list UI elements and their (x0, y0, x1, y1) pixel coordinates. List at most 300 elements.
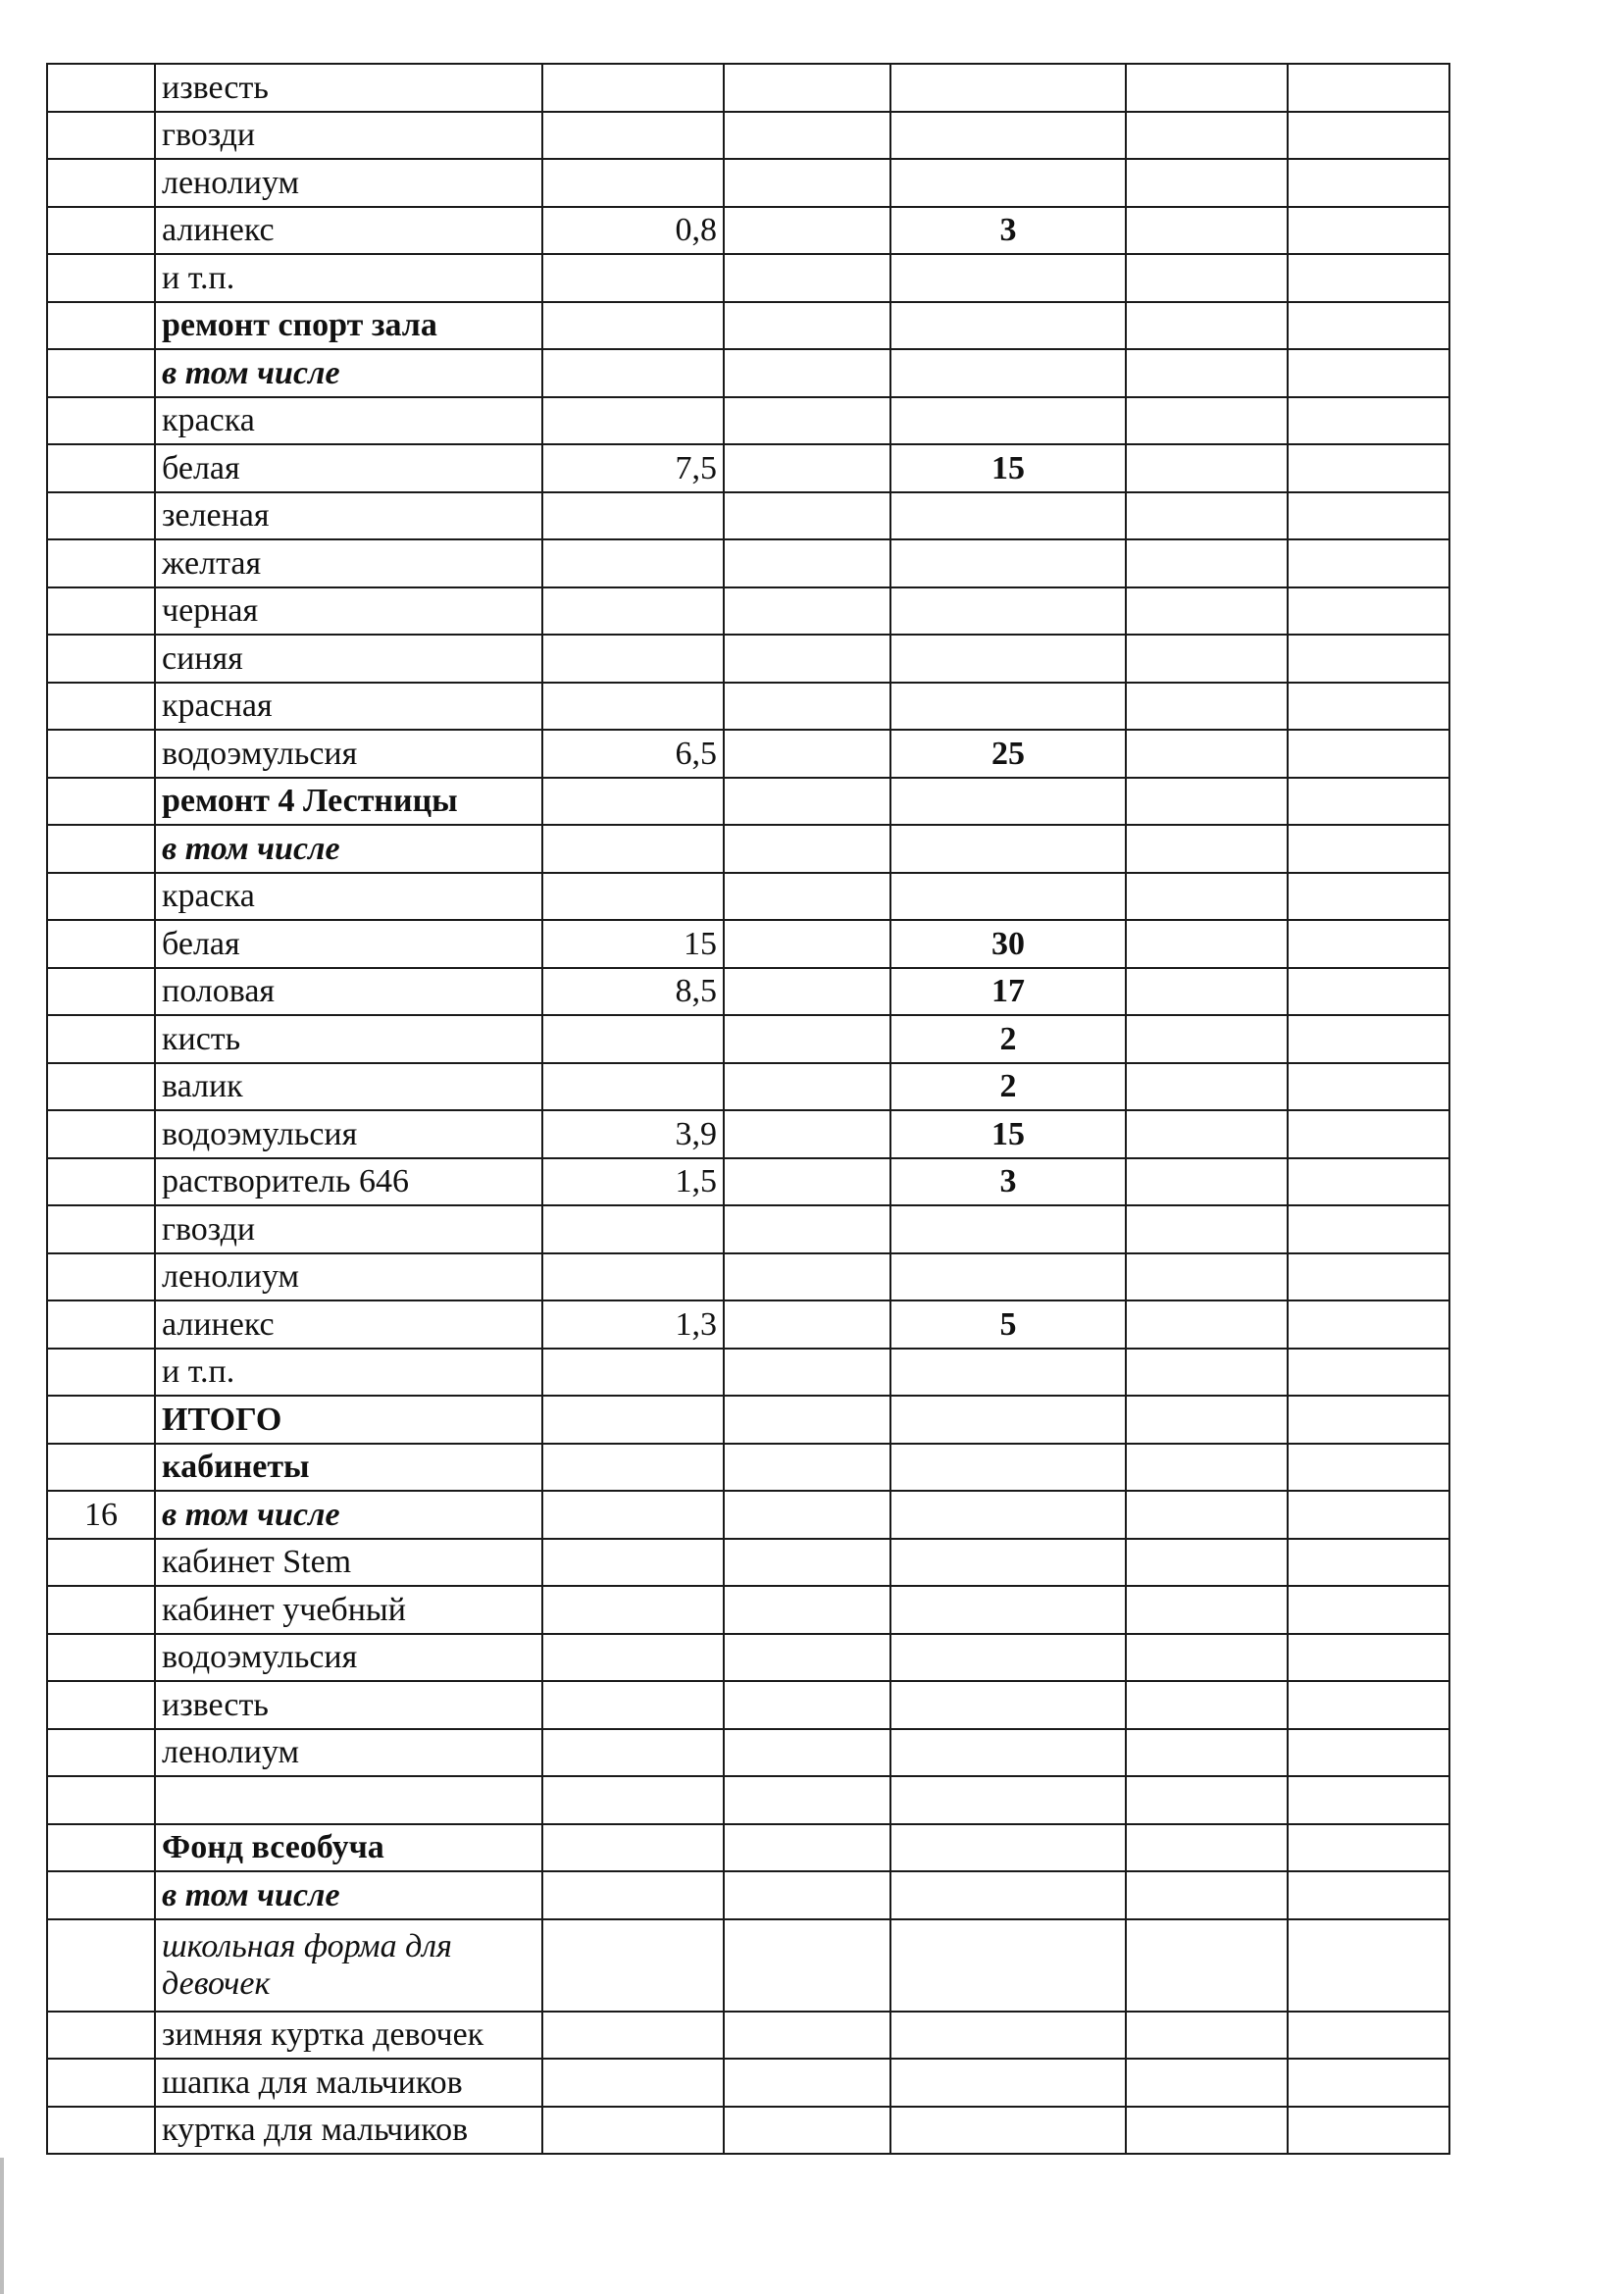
empty-cell (1288, 1300, 1449, 1349)
empty-cell (1126, 1586, 1288, 1634)
empty-cell (1288, 1919, 1449, 2012)
empty-cell (1126, 1158, 1288, 1206)
quantity-1-cell: 1,3 (542, 1300, 724, 1349)
quantity-1-cell (542, 825, 724, 873)
item-name-cell: желтая (155, 539, 542, 587)
quantity-1-cell (542, 302, 724, 350)
empty-cell (1126, 349, 1288, 397)
quantity-1-cell (542, 1349, 724, 1397)
row-number-cell (47, 492, 155, 540)
table-row (47, 1205, 1449, 1253)
empty-cell (1126, 1729, 1288, 1777)
quantity-2-cell (890, 2012, 1126, 2060)
quantity-2-cell (890, 1539, 1126, 1587)
empty-cell (1126, 2012, 1288, 2060)
empty-cell (1126, 587, 1288, 636)
empty-cell (1288, 1444, 1449, 1492)
empty-cell (724, 2012, 890, 2060)
empty-cell (724, 1824, 890, 1872)
empty-cell (1126, 1444, 1288, 1492)
empty-cell (724, 207, 890, 255)
quantity-1-cell (542, 683, 724, 731)
table-row (47, 1586, 1449, 1634)
empty-cell (724, 1539, 890, 1587)
quantity-2-cell (890, 397, 1126, 445)
empty-cell (1288, 587, 1449, 636)
quantity-1-cell (542, 1015, 724, 1063)
empty-cell (724, 349, 890, 397)
row-number-cell (47, 1586, 155, 1634)
item-name-cell: алинекс (155, 1300, 542, 1349)
empty-cell (1126, 1205, 1288, 1253)
table-row (47, 349, 1449, 397)
empty-cell (1288, 2059, 1449, 2107)
row-number-cell (47, 2059, 155, 2107)
table-row (47, 1300, 1449, 1349)
table-row (47, 920, 1449, 968)
item-name-cell: кабинеты (155, 1444, 542, 1492)
quantity-2-cell (890, 1396, 1126, 1444)
row-number-cell (47, 1205, 155, 1253)
quantity-2-cell (890, 539, 1126, 587)
table-row (47, 1776, 1449, 1824)
quantity-1-cell (542, 1253, 724, 1301)
quantity-1-cell (542, 1824, 724, 1872)
quantity-2-cell (890, 1253, 1126, 1301)
empty-cell (1288, 302, 1449, 350)
table-row (47, 1729, 1449, 1777)
empty-cell (1126, 730, 1288, 778)
table-row (47, 1681, 1449, 1729)
empty-cell (1288, 64, 1449, 112)
quantity-1-cell: 3,9 (542, 1110, 724, 1158)
quantity-1-cell (542, 873, 724, 921)
table-row (47, 2107, 1449, 2155)
item-name-cell: белая (155, 920, 542, 968)
empty-cell (1126, 302, 1288, 350)
empty-cell (724, 635, 890, 683)
empty-cell (1288, 1110, 1449, 1158)
table-row (47, 397, 1449, 445)
quantity-1-cell: 8,5 (542, 968, 724, 1016)
empty-cell (1126, 1634, 1288, 1682)
row-number-cell (47, 349, 155, 397)
table-row (47, 1349, 1449, 1397)
table-row (47, 1015, 1449, 1063)
empty-cell (1288, 349, 1449, 397)
item-name-cell: шапка для мальчиков (155, 2059, 542, 2107)
empty-cell (1288, 778, 1449, 826)
empty-cell (1288, 1015, 1449, 1063)
row-number-cell (47, 1776, 155, 1824)
empty-cell (1288, 968, 1449, 1016)
item-name-cell: краска (155, 397, 542, 445)
item-name-cell: растворитель 646 (155, 1158, 542, 1206)
item-name-cell: красная (155, 683, 542, 731)
quantity-2-cell (890, 112, 1126, 160)
empty-cell (724, 492, 890, 540)
quantity-2-cell: 15 (890, 444, 1126, 492)
quantity-1-cell (542, 1491, 724, 1539)
row-number-cell (47, 397, 155, 445)
quantity-2-cell: 2 (890, 1063, 1126, 1111)
row-number-cell (47, 1634, 155, 1682)
table-row (47, 1396, 1449, 1444)
empty-cell (724, 1205, 890, 1253)
quantity-1-cell (542, 2012, 724, 2060)
quantity-2-cell (890, 349, 1126, 397)
quantity-1-cell (542, 1681, 724, 1729)
item-name-cell: гвозди (155, 112, 542, 160)
quantity-1-cell (542, 1444, 724, 1492)
empty-cell (1288, 1158, 1449, 1206)
empty-cell (1288, 112, 1449, 160)
quantity-2-cell (890, 587, 1126, 636)
empty-cell (1126, 1776, 1288, 1824)
empty-cell (724, 302, 890, 350)
quantity-1-cell (542, 112, 724, 160)
quantity-2-cell (890, 64, 1126, 112)
empty-cell (724, 159, 890, 207)
item-name-cell: и т.п. (155, 254, 542, 302)
quantity-1-cell (542, 1776, 724, 1824)
empty-cell (724, 64, 890, 112)
empty-cell (724, 1063, 890, 1111)
empty-cell (1126, 968, 1288, 1016)
table-row (47, 1824, 1449, 1872)
row-number-cell (47, 1110, 155, 1158)
empty-cell (724, 1349, 890, 1397)
empty-cell (1126, 159, 1288, 207)
empty-cell (724, 1729, 890, 1777)
item-name-cell: водоэмульсия (155, 1110, 542, 1158)
quantity-1-cell: 0,8 (542, 207, 724, 255)
table-row (47, 254, 1449, 302)
item-name-cell: черная (155, 587, 542, 636)
quantity-2-cell (890, 873, 1126, 921)
empty-cell (724, 1396, 890, 1444)
empty-cell (1288, 920, 1449, 968)
empty-cell (1126, 1349, 1288, 1397)
item-name-cell: кабинет учебный (155, 1586, 542, 1634)
empty-cell (1288, 730, 1449, 778)
row-number-cell (47, 1158, 155, 1206)
quantity-1-cell (542, 1634, 724, 1682)
table-row (47, 825, 1449, 873)
empty-cell (724, 1015, 890, 1063)
empty-cell (1288, 825, 1449, 873)
row-number-cell (47, 1919, 155, 2012)
empty-cell (1288, 873, 1449, 921)
row-number-cell (47, 825, 155, 873)
table-row (47, 1063, 1449, 1111)
quantity-1-cell (542, 492, 724, 540)
table-row (47, 1253, 1449, 1301)
row-number-cell (47, 254, 155, 302)
empty-cell (1288, 1349, 1449, 1397)
quantity-2-cell: 25 (890, 730, 1126, 778)
row-number-cell (47, 587, 155, 636)
empty-cell (1288, 2107, 1449, 2155)
empty-cell (724, 1444, 890, 1492)
item-name-cell: белая (155, 444, 542, 492)
empty-cell (1126, 1253, 1288, 1301)
quantity-2-cell: 5 (890, 1300, 1126, 1349)
empty-cell (1126, 1396, 1288, 1444)
empty-cell (1126, 254, 1288, 302)
empty-cell (1126, 1110, 1288, 1158)
row-number-cell (47, 539, 155, 587)
quantity-1-cell (542, 539, 724, 587)
empty-cell (1126, 635, 1288, 683)
quantity-1-cell (542, 1729, 724, 1777)
item-name-cell: ИТОГО (155, 1396, 542, 1444)
quantity-2-cell (890, 159, 1126, 207)
row-number-cell (47, 1396, 155, 1444)
quantity-2-cell: 3 (890, 1158, 1126, 1206)
row-number-cell (47, 159, 155, 207)
row-number-cell (47, 1349, 155, 1397)
budget-table (46, 63, 1450, 2155)
quantity-2-cell (890, 302, 1126, 350)
empty-cell (1126, 1063, 1288, 1111)
empty-cell (1126, 444, 1288, 492)
row-number-cell (47, 730, 155, 778)
item-name-cell: ленолиум (155, 1253, 542, 1301)
quantity-2-cell (890, 1491, 1126, 1539)
quantity-2-cell (890, 1634, 1126, 1682)
item-name-cell: зеленая (155, 492, 542, 540)
empty-cell (1126, 1681, 1288, 1729)
empty-cell (724, 2059, 890, 2107)
quantity-1-cell (542, 587, 724, 636)
empty-cell (724, 1586, 890, 1634)
quantity-1-cell (542, 397, 724, 445)
item-name-cell: водоэмульсия (155, 730, 542, 778)
item-name-cell: водоэмульсия (155, 1634, 542, 1682)
empty-cell (1126, 1871, 1288, 1919)
empty-cell (1126, 920, 1288, 968)
empty-cell (1126, 873, 1288, 921)
item-name-cell: в том числе (155, 349, 542, 397)
quantity-1-cell: 15 (542, 920, 724, 968)
empty-cell (1288, 1776, 1449, 1824)
item-name-cell: Фонд всеобуча (155, 1824, 542, 1872)
table-row (47, 1634, 1449, 1682)
row-number-cell (47, 444, 155, 492)
quantity-2-cell (890, 1681, 1126, 1729)
row-number-cell (47, 1444, 155, 1492)
empty-cell (724, 1919, 890, 2012)
item-name-cell: гвозди (155, 1205, 542, 1253)
item-name-cell: валик (155, 1063, 542, 1111)
item-name-cell: зимняя куртка девочек (155, 2012, 542, 2060)
item-name-cell: кисть (155, 1015, 542, 1063)
table-row (47, 730, 1449, 778)
empty-cell (1126, 683, 1288, 731)
table-row (47, 1919, 1449, 2012)
empty-cell (1126, 1491, 1288, 1539)
table-row (47, 159, 1449, 207)
empty-cell (724, 968, 890, 1016)
quantity-2-cell: 3 (890, 207, 1126, 255)
empty-cell (724, 587, 890, 636)
row-number-cell (47, 1729, 155, 1777)
row-number-cell: 16 (47, 1491, 155, 1539)
empty-cell (1288, 1253, 1449, 1301)
row-number-cell (47, 2012, 155, 2060)
empty-cell (1288, 492, 1449, 540)
table-row (47, 587, 1449, 636)
quantity-1-cell (542, 1586, 724, 1634)
table-row (47, 635, 1449, 683)
table-row (47, 1539, 1449, 1587)
item-name-cell: кабинет Stem (155, 1539, 542, 1587)
row-number-cell (47, 920, 155, 968)
empty-cell (724, 444, 890, 492)
quantity-1-cell (542, 2107, 724, 2155)
table-row (47, 1444, 1449, 1492)
table-row (47, 968, 1449, 1016)
quantity-1-cell (542, 1539, 724, 1587)
empty-cell (724, 1491, 890, 1539)
row-number-cell (47, 207, 155, 255)
row-number-cell (47, 1300, 155, 1349)
quantity-1-cell (542, 635, 724, 683)
empty-cell (1288, 1063, 1449, 1111)
quantity-2-cell (890, 2059, 1126, 2107)
quantity-1-cell (542, 2059, 724, 2107)
row-number-cell (47, 873, 155, 921)
empty-cell (1288, 444, 1449, 492)
table-row (47, 778, 1449, 826)
table-row (47, 492, 1449, 540)
empty-cell (1126, 2107, 1288, 2155)
quantity-1-cell (542, 1396, 724, 1444)
empty-cell (1126, 1824, 1288, 1872)
empty-cell (724, 1110, 890, 1158)
empty-cell (1288, 1871, 1449, 1919)
empty-cell (724, 2107, 890, 2155)
empty-cell (1126, 492, 1288, 540)
quantity-1-cell (542, 1919, 724, 2012)
quantity-2-cell: 2 (890, 1015, 1126, 1063)
empty-cell (1288, 1586, 1449, 1634)
empty-cell (1126, 825, 1288, 873)
table-row (47, 1871, 1449, 1919)
row-number-cell (47, 64, 155, 112)
empty-cell (1288, 2012, 1449, 2060)
empty-cell (724, 1634, 890, 1682)
quantity-2-cell: 17 (890, 968, 1126, 1016)
empty-cell (1288, 254, 1449, 302)
table-row (47, 2012, 1449, 2060)
empty-cell (1126, 1300, 1288, 1349)
row-number-cell (47, 778, 155, 826)
empty-cell (1288, 397, 1449, 445)
table-row (47, 64, 1449, 112)
row-number-cell (47, 1871, 155, 1919)
item-name-cell: известь (155, 1681, 542, 1729)
empty-cell (1288, 539, 1449, 587)
empty-cell (1288, 1205, 1449, 1253)
empty-cell (724, 1300, 890, 1349)
empty-cell (1126, 112, 1288, 160)
empty-cell (1126, 539, 1288, 587)
quantity-1-cell (542, 1871, 724, 1919)
item-name-cell: алинекс (155, 207, 542, 255)
item-name-cell (155, 1776, 542, 1824)
item-name-cell: в том числе (155, 825, 542, 873)
empty-cell (1126, 1919, 1288, 2012)
row-number-cell (47, 1824, 155, 1872)
quantity-2-cell (890, 1586, 1126, 1634)
empty-cell (724, 778, 890, 826)
row-number-cell (47, 1253, 155, 1301)
table-row (47, 683, 1449, 731)
table-row (47, 2059, 1449, 2107)
empty-cell (724, 920, 890, 968)
empty-cell (1288, 207, 1449, 255)
quantity-1-cell (542, 1063, 724, 1111)
quantity-2-cell (890, 2107, 1126, 2155)
item-name-cell: ремонт спорт зала (155, 302, 542, 350)
empty-cell (1126, 1539, 1288, 1587)
item-name-cell: ленолиум (155, 159, 542, 207)
item-name-cell: куртка для мальчиков (155, 2107, 542, 2155)
quantity-2-cell: 30 (890, 920, 1126, 968)
empty-cell (724, 112, 890, 160)
empty-cell (724, 873, 890, 921)
quantity-2-cell (890, 1871, 1126, 1919)
item-name-cell: синяя (155, 635, 542, 683)
empty-cell (1126, 64, 1288, 112)
item-name-cell: ленолиум (155, 1729, 542, 1777)
empty-cell (724, 1681, 890, 1729)
empty-cell (724, 1253, 890, 1301)
item-name-cell: ремонт 4 Лестницы (155, 778, 542, 826)
quantity-2-cell (890, 1205, 1126, 1253)
item-name-cell: известь (155, 64, 542, 112)
empty-cell (724, 1871, 890, 1919)
item-name-cell: в том числе (155, 1871, 542, 1919)
quantity-1-cell (542, 778, 724, 826)
quantity-1-cell: 1,5 (542, 1158, 724, 1206)
row-number-cell (47, 2107, 155, 2155)
row-number-cell (47, 968, 155, 1016)
table-row (47, 1158, 1449, 1206)
table-row (47, 112, 1449, 160)
row-number-cell (47, 1539, 155, 1587)
empty-cell (1288, 635, 1449, 683)
empty-cell (724, 1158, 890, 1206)
item-name-cell: краска (155, 873, 542, 921)
table-row (47, 1110, 1449, 1158)
item-name-cell: школьная форма для девочек (155, 1919, 542, 2012)
item-name-cell: в том числе (155, 1491, 542, 1539)
quantity-2-cell (890, 635, 1126, 683)
quantity-2-cell (890, 1776, 1126, 1824)
empty-cell (1288, 683, 1449, 731)
empty-cell (1126, 1015, 1288, 1063)
quantity-1-cell (542, 64, 724, 112)
empty-cell (1288, 1634, 1449, 1682)
quantity-2-cell (890, 254, 1126, 302)
quantity-2-cell (890, 825, 1126, 873)
empty-cell (1126, 207, 1288, 255)
row-number-cell (47, 1681, 155, 1729)
quantity-1-cell (542, 1205, 724, 1253)
